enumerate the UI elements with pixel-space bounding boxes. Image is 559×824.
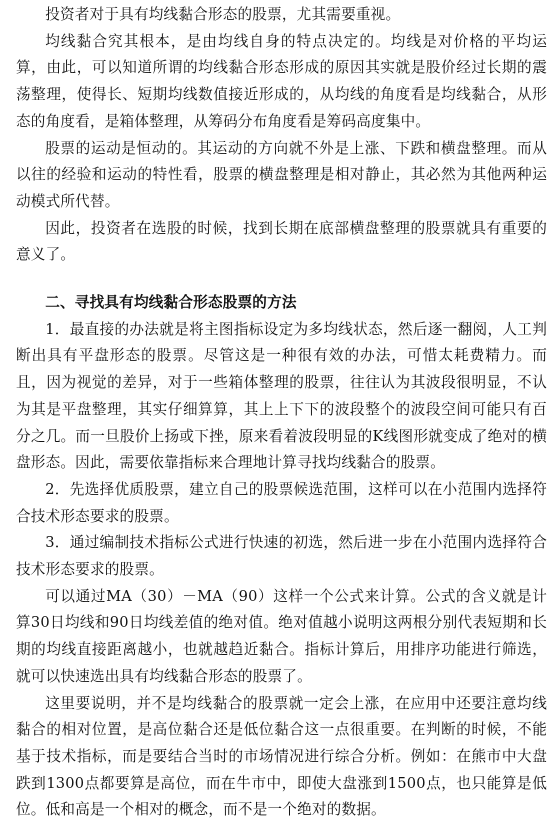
paragraph-intro-1: 投资者对于具有均线黏合形态的股票，尤其需要重视。 [45, 6, 401, 23]
paragraph-formula: 可以通过MA（30）－MA（90）这样一个公式来计算。公式的含义就是计算30日均线和90日均线差值的绝对值。绝对值越小说明这两根分别代表短期和长期的均线直接距离越小，也就越趋近黏合。指标计算后，用排序功能进行筛选，就可以快速选出具有均线黏合形态的股票了。 [16, 587, 547, 685]
paragraph-method-2: 2．先选择优质股票，建立自己的股票候选范围，这样可以在小范围内选择符合技术形态要求的股票。 [16, 480, 547, 525]
paragraph-note: 这里要说明，并不是均线黏合的股票就一定会上涨，在应用中还要注意均线黏合的相对位置，是高位黏合还是低位黏合这一点很重要。在判断的时候，不能基于技术指标，而是要结合当时的市场情况进行综合分析。例如：在熊市中大盘跌到1300点都要算是高位，而在牛市中，即使大盘涨到1500点，也只能算是低位。低和高是一个相对的概念，而不是一个绝对的数据。 [16, 694, 547, 819]
paragraph-intro-2: 均线黏合究其根本，是由均线自身的特点决定的。均线是对价格的平均运算，由此，可以知道所谓的均线黏合形态形成的原因其实就是股价经过长期的震荡整理，使得长、短期均线数值接近形成的，从均线的角度看是均线黏合，从形态的角度看，是箱体整理，从筹码分布角度看是筹码高度集中。 [16, 32, 547, 130]
paragraph-intro-4: 因此，投资者在选股的时候，找到长期在底部横盘整理的股票就具有重要的意义了。 [16, 219, 547, 264]
paragraph-method-3: 3．通过编制技术指标公式进行快速的初选，然后进一步在小范围内选择符合技术形态要求的股票。 [16, 534, 547, 579]
paragraph-method-1: 1．最直接的办法就是将主图指标设定为多均线状态，然后逐一翻阅，人工判断出具有平盘形态的股票。尽管这是一种很有效的办法，可惜太耗费精力。而且，因为视觉的差异，对于一些箱体整理的股票，往往认为其波段很明显，不认为其是平盘整理，其实仔细算算，其上上下下的波段整个的波段空间可能只有百分之几。而一旦股价上扬或下挫，原来看着波段明显的K线图形就变成了绝对的横盘形态。因此，需要依靠指标来合理地计算寻找均线黏合的股票。 [16, 320, 547, 472]
paragraph-intro-3: 股票的运动是恒动的。其运动的方向就不外是上涨、下跌和横盘整理。而从以往的经验和运动的特性看，股票的横盘整理是相对静止，其必然为其他两种运动模式所代替。 [16, 139, 547, 210]
section-heading: 二、寻找具有均线黏合形态股票的方法 [45, 294, 297, 312]
